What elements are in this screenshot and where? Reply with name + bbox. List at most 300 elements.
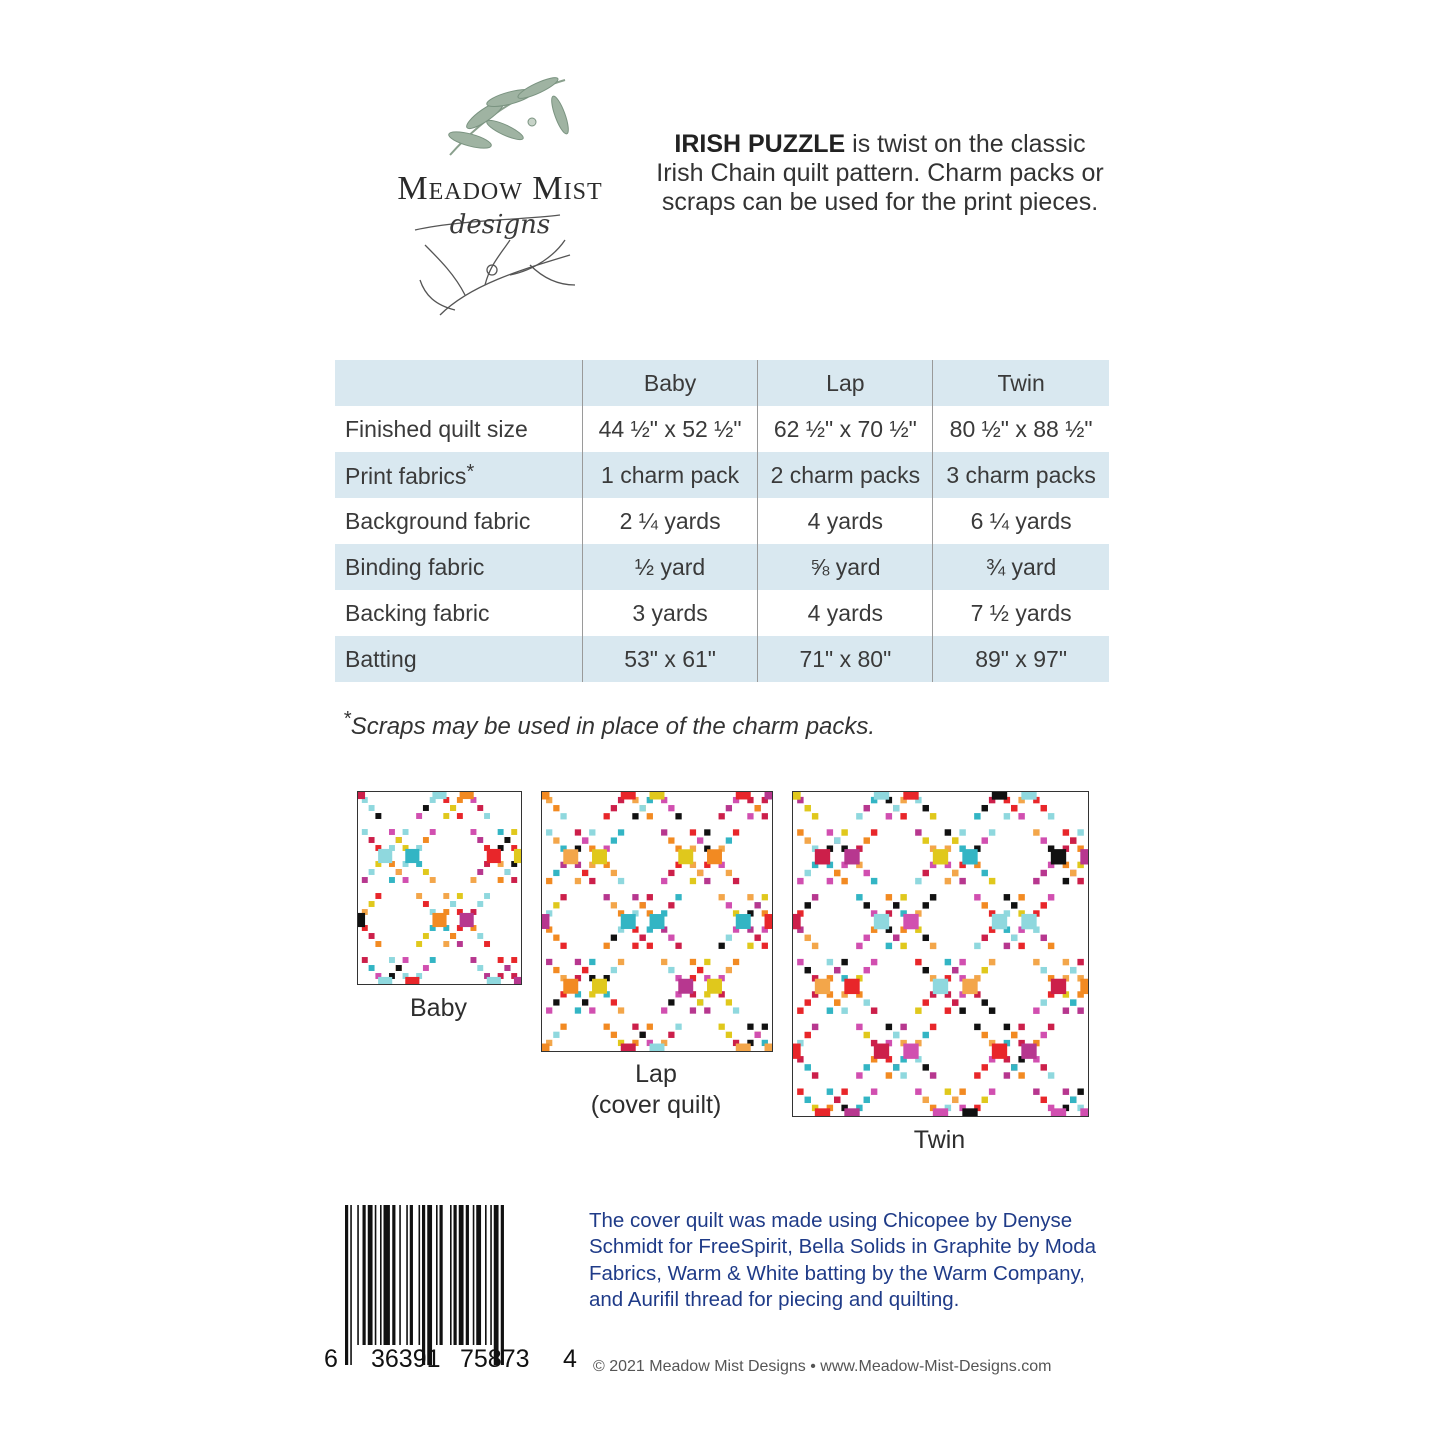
chain-square xyxy=(886,813,892,819)
block-square xyxy=(992,1044,1007,1059)
chain-square xyxy=(945,1007,951,1013)
table-cell: 3 charm packs xyxy=(933,452,1109,498)
chain-square xyxy=(733,878,739,884)
block-square xyxy=(1021,914,1036,929)
chain-square xyxy=(477,933,483,939)
chain-square xyxy=(959,1007,965,1013)
chain-square xyxy=(856,1072,862,1078)
chain-square xyxy=(1070,1097,1076,1103)
chain-square xyxy=(430,957,436,963)
barcode-digit: 6 xyxy=(324,1345,338,1373)
chain-square xyxy=(389,829,395,835)
quilt-pattern xyxy=(793,792,1088,1116)
chain-square xyxy=(1018,894,1024,900)
block-square xyxy=(765,1044,772,1051)
chain-square xyxy=(618,829,624,835)
chain-square xyxy=(915,1088,921,1094)
chain-square xyxy=(834,1097,840,1103)
chain-square xyxy=(575,878,581,884)
chain-square xyxy=(915,878,921,884)
table-header-baby: Baby xyxy=(582,360,758,406)
block-square xyxy=(432,913,446,927)
chain-square xyxy=(900,813,906,819)
barcode-bar xyxy=(357,1205,359,1345)
block-square xyxy=(765,792,772,799)
chain-square xyxy=(1033,959,1039,965)
chain-square xyxy=(375,893,381,899)
chain-square xyxy=(900,943,906,949)
pattern-name: IRISH PUZZLE xyxy=(674,130,846,158)
chain-square xyxy=(856,813,862,819)
chain-square xyxy=(726,1032,732,1038)
chain-square xyxy=(560,813,566,819)
chain-square xyxy=(989,1088,995,1094)
chain-square xyxy=(726,935,732,941)
chain-square xyxy=(959,829,965,835)
chain-square xyxy=(511,957,517,963)
block-square xyxy=(621,914,636,929)
chain-square xyxy=(923,1032,929,1038)
chain-square xyxy=(604,894,610,900)
chain-square xyxy=(747,813,753,819)
chain-square xyxy=(1041,837,1047,843)
chain-square xyxy=(511,829,517,835)
chain-square xyxy=(762,813,768,819)
chain-square xyxy=(1018,1024,1024,1030)
twin-quilt-label: Twin xyxy=(913,1126,966,1154)
barcode-bar xyxy=(422,1205,425,1365)
chain-square xyxy=(632,813,638,819)
chain-square xyxy=(754,935,760,941)
chain-square xyxy=(618,959,624,965)
block-square xyxy=(592,979,607,994)
chain-square xyxy=(704,1007,710,1013)
chain-square xyxy=(546,829,552,835)
chain-square xyxy=(871,1088,877,1094)
block-square xyxy=(903,792,918,800)
quilt-pattern xyxy=(542,792,772,1051)
chain-square xyxy=(923,1097,929,1103)
block-square xyxy=(874,1044,889,1059)
block-square xyxy=(992,792,1007,800)
chain-square xyxy=(900,1072,906,1078)
chain-square xyxy=(797,1088,803,1094)
chain-square xyxy=(1070,967,1076,973)
block-square xyxy=(844,979,859,994)
chain-square xyxy=(639,902,645,908)
chain-square xyxy=(618,878,624,884)
block-square xyxy=(962,1108,977,1116)
chain-square xyxy=(952,1097,958,1103)
chain-square xyxy=(498,877,504,883)
chain-square xyxy=(704,829,710,835)
barcode-bar xyxy=(490,1205,492,1345)
chain-square xyxy=(1041,935,1047,941)
table-cell: 2 ¼ yards xyxy=(582,498,758,544)
chain-square xyxy=(952,999,958,1005)
chain-square xyxy=(668,967,674,973)
chain-square xyxy=(546,878,552,884)
chain-square xyxy=(797,878,803,884)
chain-square xyxy=(959,1088,965,1094)
row-label-cell xyxy=(335,452,582,498)
block-square xyxy=(621,792,636,799)
chain-square xyxy=(675,1024,681,1030)
chain-square xyxy=(604,813,610,819)
chain-square xyxy=(1004,1024,1010,1030)
copyright-notice: © 2021 Meadow Mist Designs • www.Meadow-Mist-Designs.com xyxy=(593,1358,1052,1375)
chain-square xyxy=(864,1097,870,1103)
chain-square xyxy=(1063,959,1069,965)
chain-square xyxy=(886,943,892,949)
block-square xyxy=(793,792,801,800)
block-square xyxy=(563,979,578,994)
chain-square xyxy=(915,1007,921,1013)
row-label: Finished quilt size xyxy=(345,415,528,442)
block-square xyxy=(992,914,1007,929)
barcode-bar xyxy=(399,1205,401,1345)
chain-square xyxy=(930,1072,936,1078)
table-cell: 44 ½" x 52 ½" xyxy=(582,406,758,452)
chain-square xyxy=(430,829,436,835)
chain-square xyxy=(553,902,559,908)
chain-square xyxy=(1041,1032,1047,1038)
chain-square xyxy=(604,1024,610,1030)
block-square xyxy=(487,977,501,984)
chain-square xyxy=(1041,1097,1047,1103)
chain-square xyxy=(575,829,581,835)
chain-square xyxy=(423,933,429,939)
chain-square xyxy=(1063,878,1069,884)
lap-quilt-illustration xyxy=(541,791,773,1052)
barcode-bar xyxy=(436,1205,438,1345)
table-cell: ¾ yard xyxy=(933,544,1109,590)
chain-square xyxy=(1033,1088,1039,1094)
chain-square xyxy=(582,837,588,843)
chain-square xyxy=(575,959,581,965)
chain-square xyxy=(375,813,381,819)
chain-square xyxy=(611,870,617,876)
chain-square xyxy=(864,902,870,908)
chain-square xyxy=(726,837,732,843)
chain-square xyxy=(661,829,667,835)
chain-square xyxy=(915,959,921,965)
chain-square xyxy=(959,959,965,965)
chain-square xyxy=(864,805,870,811)
table-cell: ½ yard xyxy=(582,544,758,590)
barcode-bar xyxy=(368,1205,373,1345)
chain-square xyxy=(952,837,958,843)
chain-square xyxy=(553,999,559,1005)
chain-square xyxy=(900,1024,906,1030)
chain-square xyxy=(1048,1072,1054,1078)
row-label: Binding fabric xyxy=(335,544,582,590)
block-square xyxy=(650,792,665,799)
table-row xyxy=(335,406,1109,452)
block-square xyxy=(650,1044,665,1051)
block-square xyxy=(1021,1044,1036,1059)
block-square xyxy=(793,1044,801,1059)
chain-square xyxy=(834,999,840,1005)
chain-square xyxy=(1018,943,1024,949)
chain-square xyxy=(726,999,732,1005)
chain-square xyxy=(611,1032,617,1038)
chain-square xyxy=(805,1064,811,1070)
chain-square xyxy=(923,1064,929,1070)
chain-square xyxy=(762,1024,768,1030)
block-square xyxy=(405,977,419,984)
chain-square xyxy=(719,894,725,900)
chain-square xyxy=(805,1032,811,1038)
table-cell: 80 ½" x 88 ½" xyxy=(933,406,1109,452)
chain-square xyxy=(864,1064,870,1070)
chain-square xyxy=(827,1007,833,1013)
chain-square xyxy=(1041,967,1047,973)
chain-square xyxy=(450,901,456,907)
table-cell: 71" x 80" xyxy=(758,636,933,682)
chain-square xyxy=(864,837,870,843)
chain-square xyxy=(504,965,510,971)
chain-square xyxy=(923,967,929,973)
barcode-bar xyxy=(466,1205,469,1345)
chain-square xyxy=(797,959,803,965)
chain-square xyxy=(639,935,645,941)
chain-square xyxy=(1070,999,1076,1005)
baby-quilt-illustration xyxy=(357,791,522,985)
chain-square xyxy=(582,999,588,1005)
chain-square xyxy=(690,1007,696,1013)
chain-square xyxy=(945,1088,951,1094)
chain-square xyxy=(668,870,674,876)
chain-square xyxy=(443,893,449,899)
table-cell: 1 charm pack xyxy=(582,452,758,498)
barcode-bar xyxy=(375,1205,377,1345)
chain-square xyxy=(1011,805,1017,811)
block-square xyxy=(815,979,830,994)
chain-square xyxy=(812,943,818,949)
chain-square xyxy=(546,959,552,965)
block-square xyxy=(933,849,948,864)
chain-square xyxy=(797,829,803,835)
chain-square xyxy=(1033,1007,1039,1013)
block-square xyxy=(844,1108,859,1116)
barcode-bar xyxy=(384,1205,390,1345)
chain-square xyxy=(582,870,588,876)
chain-square xyxy=(893,1032,899,1038)
chain-square xyxy=(1070,870,1076,876)
chain-square xyxy=(805,837,811,843)
chain-square xyxy=(690,959,696,965)
chain-square xyxy=(560,943,566,949)
chain-square xyxy=(484,941,490,947)
chain-square xyxy=(827,829,833,835)
chain-square xyxy=(923,902,929,908)
chain-square xyxy=(871,959,877,965)
chain-square xyxy=(1077,1007,1083,1013)
chain-square xyxy=(697,967,703,973)
chain-square xyxy=(805,1097,811,1103)
chain-square xyxy=(930,894,936,900)
chain-square xyxy=(1048,813,1054,819)
block-square xyxy=(678,979,693,994)
barcode-digit-group: 75873 xyxy=(460,1345,530,1373)
block-square xyxy=(844,849,859,864)
barcode-bar xyxy=(380,1205,382,1345)
block-square xyxy=(1051,979,1066,994)
chain-square xyxy=(886,894,892,900)
chain-square xyxy=(403,877,409,883)
block-square xyxy=(405,849,419,863)
chain-square xyxy=(675,813,681,819)
chain-square xyxy=(1063,1088,1069,1094)
chain-square xyxy=(560,894,566,900)
chain-square xyxy=(1011,1064,1017,1070)
chain-square xyxy=(618,1007,624,1013)
chain-square xyxy=(668,837,674,843)
fabric-requirements-table xyxy=(335,360,1109,682)
chain-square xyxy=(923,870,929,876)
chain-square xyxy=(952,870,958,876)
chain-square xyxy=(470,829,476,835)
chain-square xyxy=(982,967,988,973)
table-cell: 4 yards xyxy=(758,498,933,544)
chain-square xyxy=(989,959,995,965)
chain-square xyxy=(989,829,995,835)
chain-square xyxy=(1077,878,1083,884)
block-square xyxy=(962,979,977,994)
block-square xyxy=(1080,849,1088,864)
block-square xyxy=(874,792,889,800)
chain-square xyxy=(812,894,818,900)
chain-square xyxy=(1004,1072,1010,1078)
lap-quilt-sublabel: (cover quilt) xyxy=(590,1091,722,1119)
chain-square xyxy=(396,869,402,875)
table-cell: 4 yards xyxy=(758,590,933,636)
block-square xyxy=(962,849,977,864)
table-row xyxy=(335,498,1109,544)
chain-square xyxy=(661,959,667,965)
chain-square xyxy=(1041,805,1047,811)
chain-square xyxy=(375,941,381,947)
logo-subtitle: designs xyxy=(449,210,551,240)
barcode-bar xyxy=(363,1205,366,1345)
chain-square xyxy=(647,894,653,900)
block-square xyxy=(765,914,772,929)
lap-quilt-label-block xyxy=(541,1059,771,1121)
chain-square xyxy=(733,959,739,965)
chain-square xyxy=(1048,943,1054,949)
chain-square xyxy=(754,902,760,908)
chain-square xyxy=(726,805,732,811)
chain-square xyxy=(945,878,951,884)
row-label: Background fabric xyxy=(345,507,531,534)
chain-square xyxy=(974,1072,980,1078)
block-square xyxy=(542,792,549,799)
chain-square xyxy=(982,805,988,811)
row-label: Backing fabric xyxy=(345,599,490,626)
chain-square xyxy=(362,877,368,883)
quilt-pattern xyxy=(358,792,521,984)
chain-square xyxy=(416,813,422,819)
chain-square xyxy=(726,870,732,876)
chain-square xyxy=(697,837,703,843)
chain-square xyxy=(1041,902,1047,908)
upc-barcode xyxy=(320,1205,580,1377)
fabric-credits: The cover quilt was made using Chicopee by Denyse Schmidt for FreeSpirit, Bella Solids in Graphite by Moda Fabrics, Warm & White batting by the Warm Company, and Aurifil thread for piecing and quilting. xyxy=(589,1209,1097,1311)
chain-square xyxy=(423,805,429,811)
chain-square xyxy=(690,878,696,884)
block-square xyxy=(933,979,948,994)
barcode-bar xyxy=(440,1205,443,1345)
chain-square xyxy=(704,878,710,884)
block-square xyxy=(736,792,751,799)
chain-square xyxy=(959,878,965,884)
block-square xyxy=(1051,849,1066,864)
chain-square xyxy=(841,959,847,965)
chain-square xyxy=(553,1032,559,1038)
chain-square xyxy=(457,893,463,899)
chain-square xyxy=(647,813,653,819)
chain-square xyxy=(1004,943,1010,949)
lap-quilt-label: Lap xyxy=(635,1060,677,1088)
chain-square xyxy=(900,894,906,900)
table-cell: 3 yards xyxy=(582,590,758,636)
meadow-mist-logo xyxy=(360,70,650,330)
chain-square xyxy=(589,1007,595,1013)
chain-square xyxy=(477,805,483,811)
chain-square xyxy=(498,829,504,835)
block-square xyxy=(707,979,722,994)
chain-square xyxy=(886,1024,892,1030)
barcode-bar xyxy=(350,1205,352,1365)
barcode-digit: 4 xyxy=(563,1345,577,1373)
chain-square xyxy=(805,805,811,811)
block-square xyxy=(542,1044,549,1051)
chain-square xyxy=(915,829,921,835)
chain-square xyxy=(930,1024,936,1030)
footnote-text: Scraps may be used in place of the charm packs. xyxy=(350,713,876,740)
chain-square xyxy=(423,837,429,843)
chain-square xyxy=(1033,829,1039,835)
block-square xyxy=(707,849,722,864)
footnote xyxy=(343,708,875,741)
barcode-bar xyxy=(485,1205,487,1345)
chain-square xyxy=(754,805,760,811)
chain-square xyxy=(675,894,681,900)
chain-square xyxy=(719,1024,725,1030)
table-row xyxy=(335,590,1109,636)
chain-square xyxy=(834,837,840,843)
block-square xyxy=(378,849,392,863)
chain-square xyxy=(805,935,811,941)
block-square xyxy=(874,914,889,929)
chain-square xyxy=(805,967,811,973)
chain-square xyxy=(1041,1064,1047,1070)
table-cell: 6 ¼ yards xyxy=(933,498,1109,544)
chain-square xyxy=(805,999,811,1005)
chain-square xyxy=(982,1064,988,1070)
chain-square xyxy=(396,837,402,843)
twin-quilt-illustration xyxy=(792,791,1089,1117)
chain-square xyxy=(982,870,988,876)
chain-square xyxy=(553,805,559,811)
chain-square xyxy=(1063,829,1069,835)
chain-square xyxy=(841,1007,847,1013)
barcode-bar xyxy=(476,1205,481,1345)
table-cell: 53" x 61" xyxy=(582,636,758,682)
table-header-lap: Lap xyxy=(758,360,933,406)
chain-square xyxy=(886,1072,892,1078)
